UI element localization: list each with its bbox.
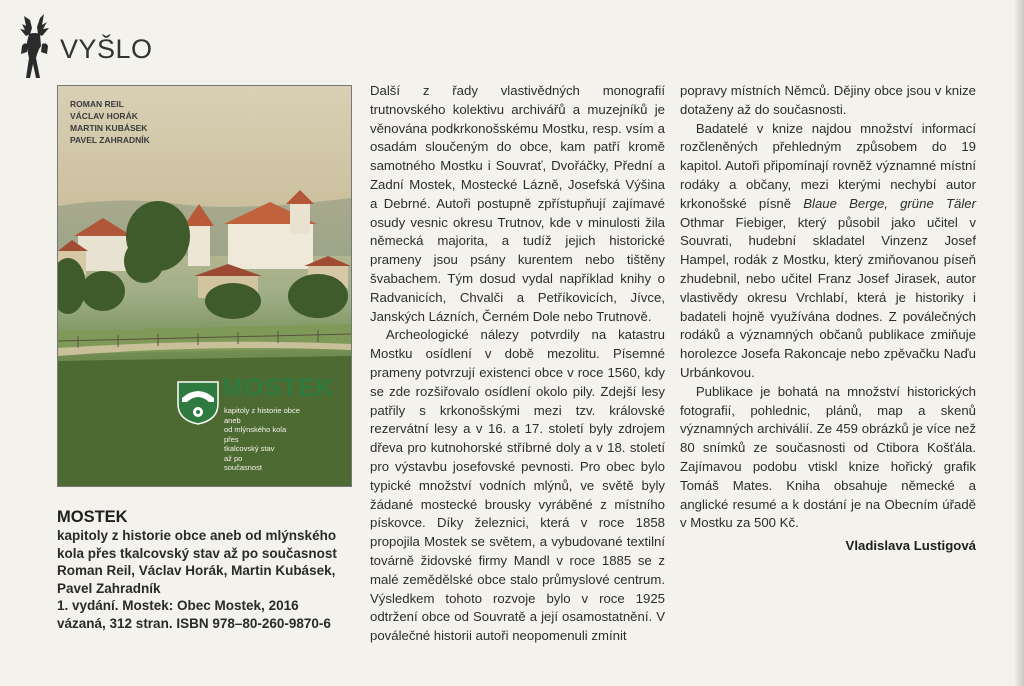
book-authors-line: Roman Reil, Václav Horák, Martin Kubásek, [57, 563, 336, 579]
stag-emblem-icon [14, 12, 54, 82]
cover-author: VÁCLAV HORÁK [70, 111, 138, 121]
cover-subtitle [224, 406, 344, 473]
section-header [14, 12, 214, 82]
book-meta-line: 1. vydání. Mostek: Obec Mostek, 2016 [57, 598, 299, 614]
book-authors-line: Pavel Zahradník [57, 580, 161, 596]
book-authors [57, 562, 357, 597]
cover-subtitle-line: tkalcovský stav [224, 444, 275, 453]
cover-author: ROMAN REIL [70, 99, 124, 109]
book-subtitle-line: kapitoly z historie obce aneb od mlýnského [57, 528, 337, 543]
cover-authors [70, 98, 150, 146]
cover-title: MOSTEK [222, 374, 335, 402]
article-paragraph-4: Publikace je bohatá na množství historických fotografií, pohlednic, plánů, map a skenů významných archiválií. Ze 459 obrázků je více než 80 snímků ze současnosti od Ctibora Košťála. Zajímavou podobu vtiskl knize hořický grafik Tomáš Mates. Kniha obsahuje německé a anglické resumé a k dostání je na Obecním úřadě v Mostku za 500 Kč. [680, 383, 976, 531]
article-column-2 [680, 82, 976, 556]
section-title: VYŠLO [60, 34, 153, 64]
song-title: Blaue Berge, grüne Täler [803, 195, 976, 211]
page-edge-shadow [1014, 0, 1024, 686]
book-title: MOSTEK [57, 508, 128, 526]
book-cover [57, 85, 352, 487]
paragraph-text: Othmar Fiebiger, který působil jako učitel v Souvrati, hudební skladatel Vinzenz Josef Hampel, rodák z Mostku, který zmiňovanou píseň zhudebnil, nebo učitel Franz Josef Jirasek, autor vlastivědy okresu Vrchlabí, která je historiky i badateli hojně využívána dodnes. Z poválečných rodáků a významných občanů publikace zmiňuje horolezce Josefa Rakoncaje nebo zpěvačku Naďu Urbánkovou. [680, 214, 976, 380]
article-signature: Vladislava Lustigová [845, 538, 976, 554]
cover-subtitle-line: současnost [224, 463, 262, 472]
article-column-1 [370, 82, 665, 646]
cover-subtitle-line: až po [224, 453, 243, 463]
book-subtitle-line: kola přes tkalcovský stav až po současnost [57, 545, 337, 561]
paragraph-text: Badatelé v knize najdou množství informací rozčleněných přehledným způsobem do 19 kapitol. Autoři připomínají rovněž významné místní rodáky a občany, mezi kterými nechybí autor krkonošské písně [680, 120, 976, 211]
cover-author: PAVEL ZAHRADNÍK [70, 135, 150, 145]
cover-subtitle-line: od mlýnského kola [224, 425, 287, 434]
book-publication-details [57, 597, 357, 632]
article-paragraph-2: Archeologické nálezy potvrdily na katastru Mostku osídlení v době mezolitu. Písemné prameny potvrzují existenci obce v roce 1560, kdy se zde rozšiřovalo osídlení okolo pily. Zdejší lesy patřily s krkonošskými mezi tzv. královské rezervátní lesy a v 16. a 17. století byly zdrojem dřeva pro kutnohorské stříbrné doly a v 18. století pro výstavbu josefovské pevnosti. Pro obec bylo typické množství vodních mlýnů, ve světě byly žádané mostecké brousky vyráběné z místního pískovce. Díky železnici, která v roce 1858 propojila Mostek se světem, a vybudované textilní továrně židovské firmy Mandl v roce 1885 se z malé zemědělské obce stalo průmyslové centrum. Výsledkem tohoto rozvoje bylo v roce 1925 odtržení obce od Souvratě a její osamostatnění. V poválečné historii autoři neopomenuli zmínit [370, 327, 665, 644]
article-paragraph-2-continued: popravy místních Němců. Dějiny obce jsou v knize dotaženy až do současnosti. [680, 83, 976, 117]
cover-author: MARTIN KUBÁSEK [70, 123, 148, 133]
cover-subtitle-line: přes [224, 434, 239, 444]
cover-subtitle-line: aneb [224, 415, 241, 425]
cover-subtitle-line: kapitoly z historie obce [224, 406, 300, 415]
article-paragraph-1: Další z řady vlastivědných monografií trutnovského kolektivu archivářů a muzejníků je věnována podkrkonošskému Mostku, resp. vsím a osadám sloučeným do obce, kam patří kromě samotného Mostku i Souvrať, Dvořáčky, Přední a Zadní Mostek, Mostecké Lázně, Josefská Výšina a Debrné. Autoři postupně zpřístupňují zajímavé osudy vesnic okresu Trutnov, kde v minulosti žila německá majorita, a tudíž jejich historické prameny jsou psány kurentem nebo tištěny švabachem. Tým dosud vydal například knihy o Radvanicích, Chvalči a Petříkovicích, Jívce, Janských Lázních, Černém Dole nebo Trutnově. [370, 83, 665, 324]
book-meta-line: vázaná, 312 stran. ISBN 978–80-260-9870-6 [57, 615, 331, 631]
article-paragraph-3 [680, 120, 976, 383]
book-subtitle [57, 527, 357, 562]
mostek-coat-of-arms-icon [174, 378, 222, 426]
book-info [57, 507, 357, 633]
